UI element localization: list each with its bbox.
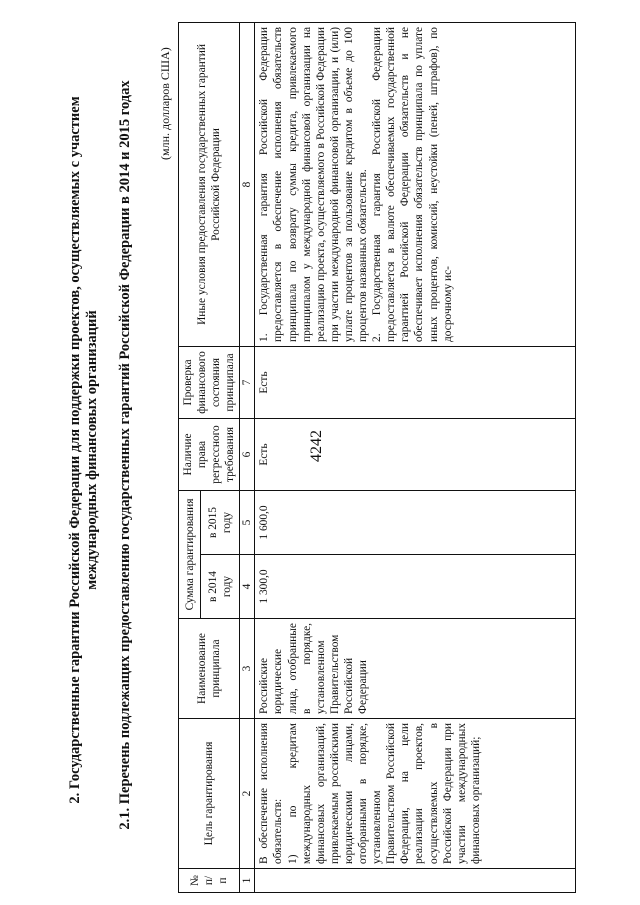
purpose-paragraph: 1) по кредитам международных финансовых организаций, привлекаемым российскими юридическими лицами, отобранными в порядке, установленном Правительством Российской Федерации, на цели реализации проектов, осуществляемых в Российской Федерации при участии международных финансовых организаций; bbox=[286, 723, 482, 864]
units-note: (млн. долларов США) bbox=[158, 47, 172, 160]
header-amount-group: Сумма гарантирования bbox=[179, 490, 201, 618]
header-num: № п/п bbox=[179, 869, 240, 893]
section-heading: 2. Государственные гарантии Российской Федерации для поддержки проектов, осуществляемых с участием международных финансовых организаций bbox=[67, 96, 100, 804]
header-other-conditions: Иные условия предоставления государственных гарантий Российской Федерации bbox=[179, 22, 240, 346]
header-purpose: Цель гарантирования bbox=[179, 719, 240, 869]
cell-financial-check: Есть bbox=[255, 346, 576, 418]
condition-paragraph: 1. Государственная гарантия Российской Федерации предоставляется в обеспечение исполнения обязательств принципала по возврату суммы кредита, привлекаемого принципалом у международной финансовой организации на реализацию проекта, осуществляемого в Российской Федерации при участии международной финансовой организации, и (или) уплате процентов за пользование кредитом в объеме до 100 процентов названных обязательств. bbox=[258, 26, 370, 342]
cell-amount-2014: 1 300,0 bbox=[255, 555, 576, 619]
purpose-paragraph: В обеспечение исполнения обязательств: bbox=[258, 723, 285, 864]
cell-recourse: Есть bbox=[255, 418, 576, 490]
header-amount-2014: в 2014 году bbox=[201, 555, 240, 619]
table-row bbox=[255, 22, 576, 892]
page-number: 4242 bbox=[308, 430, 325, 462]
column-number: 6 bbox=[240, 418, 255, 490]
cell-amount-2015: 1 600,0 bbox=[255, 490, 576, 554]
column-number: 8 bbox=[240, 22, 255, 346]
cell-other-conditions bbox=[255, 22, 576, 346]
subsection-heading: 2.1. Перечень подлежащих предоставлению государственных гарантий Российской Федерации в 2014 и 2015 годах bbox=[117, 80, 133, 830]
column-number: 7 bbox=[240, 346, 255, 418]
cell-purpose bbox=[255, 719, 576, 869]
column-number: 3 bbox=[240, 619, 255, 719]
header-recourse: Наличие права регрессного требования bbox=[179, 418, 240, 490]
header-amount-2015: в 2015 году bbox=[201, 490, 240, 554]
cell-num bbox=[255, 869, 576, 893]
column-number: 5 bbox=[240, 490, 255, 554]
header-check: Проверка финансового состояния принципала bbox=[179, 346, 240, 418]
guarantees-table bbox=[178, 22, 576, 893]
header-principal: Наименование принципала bbox=[179, 619, 240, 719]
cell-principal: Российские юридические лица, отобранные в порядке, установленном Правительством Российской Федерации bbox=[255, 619, 576, 719]
column-number: 4 bbox=[240, 555, 255, 619]
condition-paragraph: 2. Государственная гарантия Российской Федерации предоставляется в валюте обеспечиваемых государственной гарантией Российской Федерации обязательств и не обеспечивает исполнения обязательств принципала по уплате иных процентов, комиссий, неустойки (пеней, штрафов), по досрочному ис- bbox=[371, 26, 454, 342]
column-number: 1 bbox=[240, 869, 255, 893]
table-header-row bbox=[179, 22, 201, 892]
column-number: 2 bbox=[240, 719, 255, 869]
column-number-row bbox=[240, 22, 255, 892]
